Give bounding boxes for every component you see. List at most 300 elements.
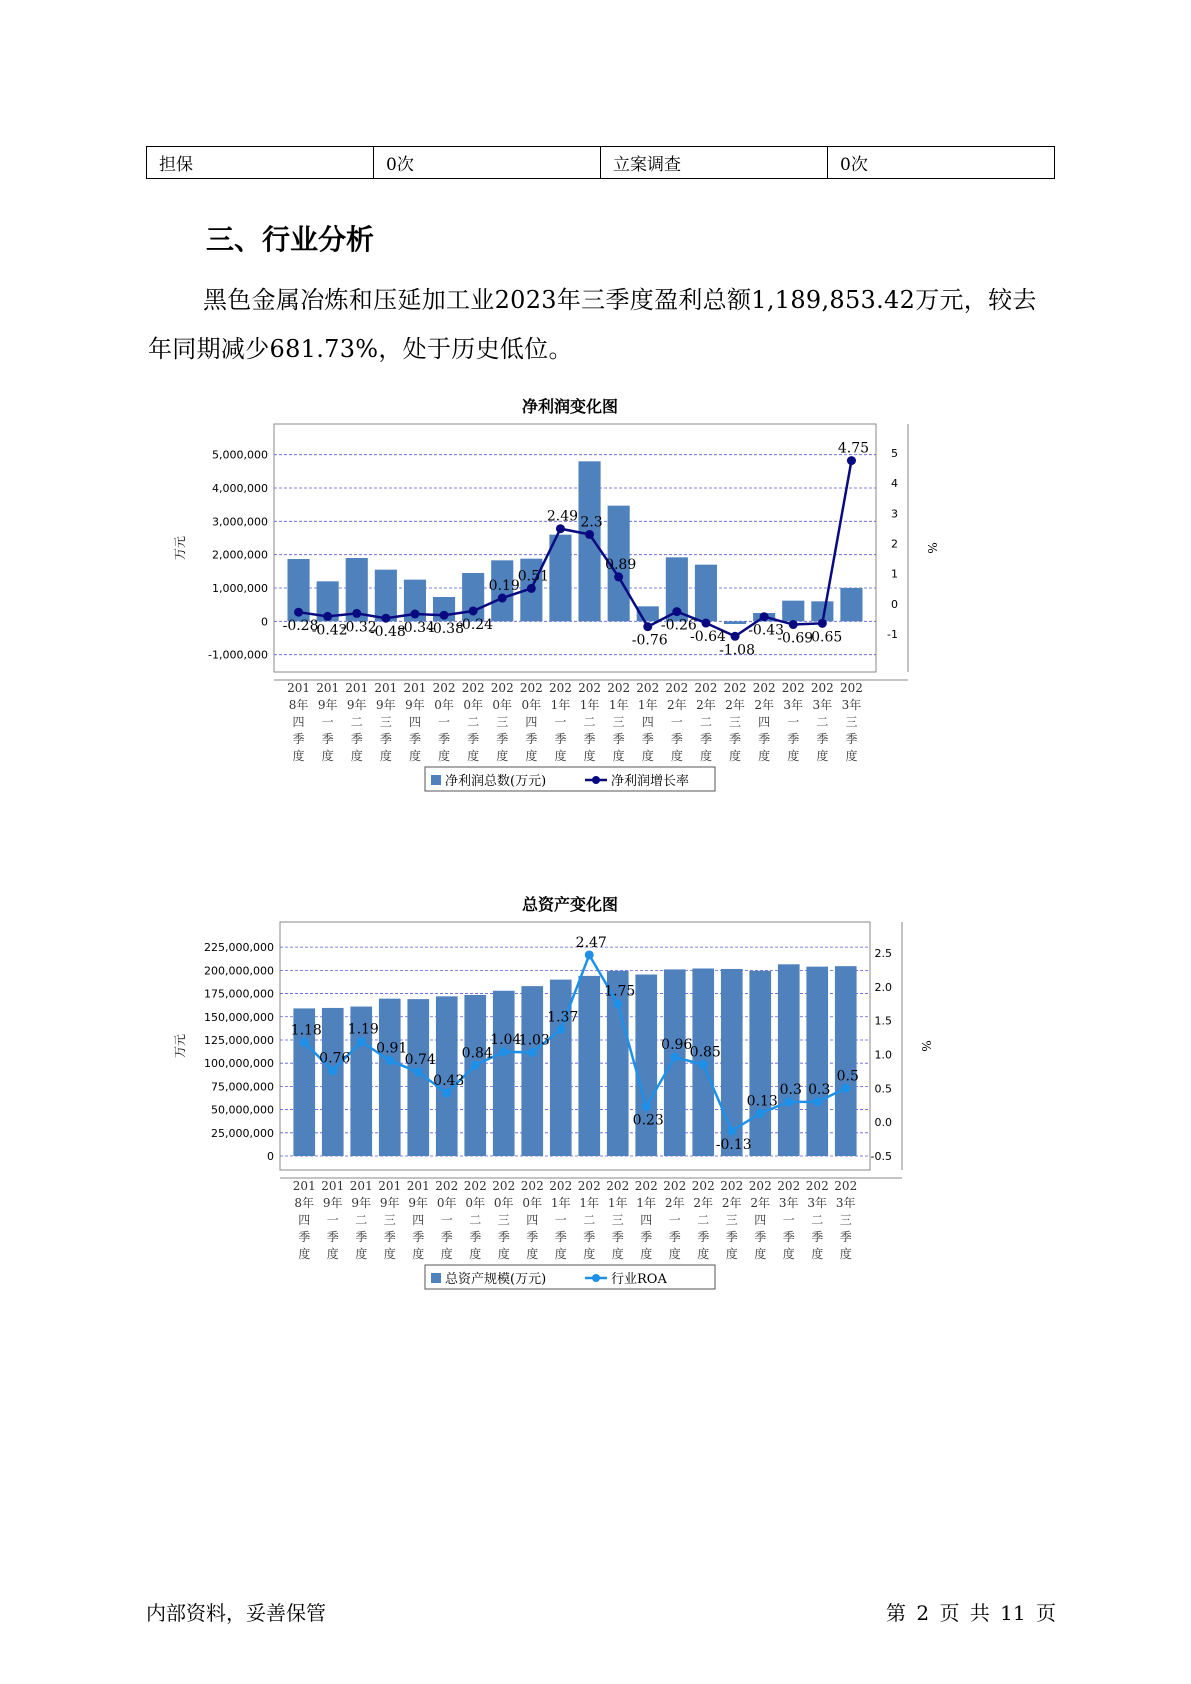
category-label-line: 度 [412, 1247, 425, 1261]
category-label-line: 度 [845, 749, 858, 763]
category-label-line: 度 [670, 749, 683, 763]
line-point [410, 610, 419, 619]
total-assets-chart-svg [170, 888, 970, 1348]
category-label-line: 201 [287, 681, 311, 695]
category-label-line: 度 [787, 749, 800, 763]
category-label-line: 3年 [812, 698, 833, 712]
category-label-line: 一 [554, 715, 567, 729]
right-axis-tick-label: 2.5 [874, 946, 892, 960]
category-label [549, 681, 572, 763]
bar [749, 971, 771, 1156]
category-label-line: 季 [641, 732, 654, 746]
category-label-line: 季 [526, 1230, 539, 1244]
right-axis-tick-label: 5 [891, 447, 898, 461]
category-label-line: 季 [412, 1230, 425, 1244]
line-point [328, 1066, 337, 1075]
category-label-line: 季 [298, 1230, 311, 1244]
category-label [724, 681, 747, 763]
category-label [374, 681, 397, 763]
category-label-line: 季 [816, 732, 829, 746]
category-label-line: 202 [519, 681, 543, 695]
line-point [642, 1102, 651, 1111]
category-label-line: 201 [378, 1179, 402, 1193]
data-label: 0.51 [517, 568, 549, 585]
data-label: -0.48 [369, 624, 406, 641]
category-label-line: 三 [379, 715, 392, 729]
category-label-line: 0年 [493, 1196, 514, 1210]
category-label-line: 度 [467, 749, 480, 763]
category-label-line: 1年 [579, 698, 600, 712]
line-point [818, 619, 827, 628]
line-point [469, 606, 478, 615]
category-label-line: 0年 [522, 1196, 543, 1210]
left-axis-tick-label: 3,000,000 [212, 515, 268, 529]
category-label [578, 1179, 601, 1261]
right-axis-tick-label: 2.0 [874, 980, 892, 994]
bar [379, 999, 401, 1156]
category-label-line: 季 [379, 732, 392, 746]
bar [578, 976, 600, 1156]
category-label [777, 1179, 800, 1261]
page-number: 第 2 页 共 11 页 [886, 1601, 1056, 1625]
category-label-line: 季 [440, 1230, 453, 1244]
category-label-line: 季 [811, 1230, 824, 1244]
category-label-line: 1年 [608, 698, 629, 712]
data-label: 1.37 [547, 1009, 579, 1026]
right-axis-title: % [925, 542, 939, 554]
category-label-line: 度 [496, 749, 509, 763]
category-label-line: 0年 [465, 1196, 486, 1210]
category-label-line: 度 [729, 749, 742, 763]
category-label [635, 1179, 658, 1261]
category-label-line: 季 [554, 732, 567, 746]
data-label: 0.19 [488, 578, 520, 595]
data-label: 0.3 [808, 1081, 831, 1098]
line-point [357, 1037, 366, 1046]
category-label-line: 二 [811, 1213, 824, 1227]
category-label-line: 三 [497, 1213, 510, 1227]
table-row [147, 147, 1055, 179]
category-label-line: 2年 [667, 698, 687, 712]
line-point [614, 572, 623, 581]
category-label [316, 681, 339, 763]
category-label-line: 0年 [521, 698, 542, 712]
category-label-line: 202 [663, 1179, 687, 1193]
category-label [492, 1179, 515, 1261]
section-title: 三、行业分析 [206, 223, 375, 256]
category-label-line: 201 [345, 681, 369, 695]
bar [840, 588, 862, 621]
bar [835, 966, 857, 1156]
footer-note: 内部资料，妥善保管 [146, 1601, 326, 1625]
category-label-line: 0年 [436, 1196, 457, 1210]
category-label-line: 0年 [463, 698, 483, 712]
category-label [694, 681, 717, 763]
right-axis-tick-label: 2 [891, 537, 898, 551]
category-label-line: 四 [408, 715, 421, 729]
left-axis-tick-label: -1,000,000 [208, 648, 268, 662]
category-label [549, 1179, 572, 1261]
category-label-line: 一 [438, 715, 451, 729]
line-point [527, 584, 536, 593]
category-label-line: 三 [725, 1213, 738, 1227]
line-point [528, 1048, 537, 1057]
category-label-line: 度 [326, 1247, 339, 1261]
category-label-line: 季 [612, 732, 625, 746]
category-label-line: 度 [811, 1247, 824, 1261]
category-label-line: 季 [583, 1230, 596, 1244]
category-label-line: 201 [316, 681, 340, 695]
line-point [643, 622, 652, 631]
category-label-line: 3年 [835, 1196, 856, 1210]
category-label-line: 0年 [492, 698, 513, 712]
line-point [727, 1126, 736, 1135]
category-label-line: 202 [634, 1179, 658, 1193]
legend-swatch-point [592, 1274, 600, 1282]
legend-swatch-point [592, 776, 600, 784]
data-label: 0.3 [779, 1081, 802, 1098]
category-label-line: 季 [729, 732, 742, 746]
category-label-line: 度 [554, 1247, 567, 1261]
category-label-line: 202 [777, 1179, 801, 1193]
category-label-line: 季 [355, 1230, 368, 1244]
category-label-line: 202 [834, 1179, 858, 1193]
category-label-line: 四 [412, 1213, 425, 1227]
category-label-line: 1年 [637, 698, 658, 712]
category-label-line: 202 [520, 1179, 544, 1193]
data-label: 1.19 [347, 1021, 379, 1038]
category-label-line: 202 [752, 681, 776, 695]
category-label [435, 1179, 458, 1261]
right-axis-title: % [919, 1040, 933, 1052]
category-label-line: 度 [611, 1247, 624, 1261]
line-point [731, 632, 740, 641]
line-point [440, 611, 449, 620]
left-axis-tick-label: 4,000,000 [212, 482, 268, 495]
category-label [407, 1179, 430, 1261]
category-label-line: 201 [292, 1179, 316, 1193]
data-label: 0.76 [319, 1050, 351, 1067]
category-label-line: 三 [729, 715, 742, 729]
line-point [585, 530, 594, 539]
left-axis-tick-label: 225,000,000 [204, 941, 274, 955]
category-label-line: 202 [748, 1179, 772, 1193]
category-label-line: 3年 [778, 1196, 799, 1210]
category-label-line: 202 [549, 1179, 573, 1193]
line-point [471, 1061, 480, 1070]
category-label-line: 季 [292, 732, 305, 746]
category-label-line: 202 [723, 681, 747, 695]
category-label [692, 1179, 715, 1261]
left-axis-tick-label: 25,000,000 [211, 1126, 274, 1140]
right-axis-tick-label: 1 [891, 567, 898, 581]
bar [521, 986, 543, 1156]
left-axis-tick-label: 125,000,000 [204, 1033, 274, 1047]
data-label: 0.89 [605, 556, 637, 573]
chart-title: 净利润变化图 [521, 397, 619, 416]
data-label: 1.03 [518, 1032, 550, 1049]
data-label: 0.74 [404, 1052, 436, 1069]
data-label: 0.43 [433, 1073, 465, 1090]
data-label: 2.49 [546, 508, 579, 525]
category-label-line: 3年 [807, 1196, 828, 1210]
bar [635, 975, 657, 1156]
category-label-line: 季 [467, 732, 480, 746]
legend-swatch-bar [431, 1273, 441, 1283]
left-axis-title: 万元 [173, 1033, 187, 1059]
data-label: -0.32 [340, 619, 377, 636]
category-label-line: 1年 [636, 1196, 657, 1210]
category-label-line: 一 [787, 715, 800, 729]
bar [550, 980, 572, 1156]
left-axis-tick-label: 2,000,000 [212, 548, 268, 562]
category-label-line: 度 [438, 749, 451, 763]
line-point [300, 1038, 309, 1047]
category-label-line: 202 [577, 1179, 601, 1193]
category-label-line: 三 [496, 715, 509, 729]
left-axis-tick-label: 5,000,000 [212, 448, 268, 462]
data-label: -0.26 [660, 617, 697, 634]
category-label [749, 1179, 772, 1261]
data-label: 0.84 [461, 1045, 493, 1062]
legend-label-bar: 净利润总数(万元) [445, 774, 547, 789]
line-point [841, 1084, 850, 1093]
left-axis-tick-label: 150,000,000 [204, 1010, 274, 1024]
category-label-line: 一 [668, 1213, 681, 1227]
category-label-line: 9年 [351, 1196, 372, 1210]
category-label-line: 3年 [841, 698, 862, 712]
category-label [806, 1179, 829, 1261]
info-table [146, 146, 1055, 179]
category-label [607, 681, 630, 763]
category-label-line: 季 [845, 732, 858, 746]
category-label-line: 四 [641, 715, 654, 729]
category-label-line: 2年 [664, 1196, 685, 1210]
category-label-line: 季 [525, 732, 538, 746]
category-label-line: 度 [583, 1247, 596, 1261]
table-cell-guarantee-label: 担保 [147, 147, 374, 179]
data-label: -0.64 [689, 629, 726, 646]
category-label-line: 季 [408, 732, 421, 746]
data-label: 0.23 [632, 1112, 664, 1129]
data-label: -0.42 [311, 622, 348, 639]
category-label-line: 1年 [550, 698, 571, 712]
line-point [701, 619, 710, 628]
category-label-line: 202 [839, 681, 863, 695]
category-label-line: 二 [469, 1213, 482, 1227]
category-label-line: 三 [383, 1213, 396, 1227]
category-label-line: 度 [355, 1247, 368, 1261]
category-label-line: 2年 [750, 1196, 771, 1210]
category-label-line: 季 [583, 732, 596, 746]
category-label-line: 季 [350, 732, 363, 746]
category-label-line: 202 [490, 681, 514, 695]
bar [493, 991, 515, 1156]
category-label-line: 季 [383, 1230, 396, 1244]
line-point [784, 1097, 793, 1106]
category-label-line: 9年 [408, 1196, 429, 1210]
category-label-line: 202 [691, 1179, 715, 1193]
legend-label-line: 行业ROA [611, 1272, 667, 1287]
category-label-line: 度 [583, 749, 596, 763]
line-point [442, 1089, 451, 1098]
category-label-line: 度 [526, 1247, 539, 1261]
category-label-line: 1年 [607, 1196, 628, 1210]
category-label [720, 1179, 743, 1261]
line-point [556, 524, 565, 533]
category-label-line: 202 [665, 681, 689, 695]
category-label-line: 202 [606, 1179, 630, 1193]
line-point [381, 614, 390, 623]
category-label-line: 201 [321, 1179, 345, 1193]
bar [782, 601, 804, 622]
category-label-line: 季 [554, 1230, 567, 1244]
legend-swatch-bar [431, 775, 441, 785]
category-label-line: 202 [435, 1179, 459, 1193]
category-label-line: 度 [839, 1247, 852, 1261]
category-label-line: 季 [699, 732, 712, 746]
table-cell-guarantee-value: 0次 [374, 147, 601, 179]
category-label-line: 202 [720, 1179, 744, 1193]
category-label-line: 一 [440, 1213, 453, 1227]
data-label: -0.65 [806, 629, 843, 646]
category-label [520, 681, 543, 763]
data-label: 1.18 [290, 1022, 322, 1039]
left-axis-tick-label: 75,000,000 [211, 1080, 274, 1094]
category-label-line: 季 [321, 732, 334, 746]
category-label [521, 1179, 544, 1261]
category-label-line: 9年 [379, 1196, 400, 1210]
category-label-line: 202 [781, 681, 805, 695]
net-profit-chart [170, 390, 970, 850]
data-label: 1.75 [604, 983, 636, 1000]
category-label-line: 202 [432, 681, 456, 695]
category-label-line: 季 [326, 1230, 339, 1244]
line-point [760, 612, 769, 621]
category-label-line: 季 [782, 1230, 795, 1244]
right-axis-tick-label: 0 [891, 597, 898, 611]
category-label-line: 季 [668, 1230, 681, 1244]
data-label: -0.28 [282, 618, 319, 635]
category-label-line: 二 [350, 715, 363, 729]
legend-label-line: 净利润增长率 [611, 774, 690, 789]
line-point [813, 1097, 822, 1106]
category-label-line: 9年 [376, 698, 396, 712]
line-point [789, 620, 798, 629]
category-label [663, 1179, 686, 1261]
category-label-line: 二 [583, 715, 596, 729]
category-label-line: 202 [461, 681, 485, 695]
category-label-line: 度 [379, 749, 392, 763]
category-label-line: 2年 [696, 698, 716, 712]
category-label-line: 202 [492, 1179, 516, 1193]
analysis-paragraph [148, 276, 1058, 374]
category-label-line: 3年 [783, 698, 804, 712]
category-label-line: 三 [611, 1213, 624, 1227]
left-axis-tick-label: 100,000,000 [204, 1057, 274, 1071]
category-label-line: 1年 [579, 1196, 600, 1210]
right-axis-tick-label: 0.0 [874, 1116, 892, 1130]
category-label-line: 8年 [288, 698, 309, 712]
category-label-line: 201 [349, 1179, 373, 1193]
category-label-line: 季 [611, 1230, 624, 1244]
data-label: -1.08 [719, 642, 756, 659]
category-label-line: 一 [670, 715, 683, 729]
legend [425, 767, 715, 791]
category-label-line: 二 [816, 715, 829, 729]
category-label [782, 681, 805, 763]
line-point [585, 950, 594, 959]
category-label-line: 二 [697, 1213, 710, 1227]
data-label: 2.3 [580, 514, 603, 531]
category-label-line: 一 [554, 1213, 567, 1227]
data-label: -0.24 [457, 616, 494, 633]
bar [806, 967, 831, 1156]
data-label: -0.43 [748, 622, 785, 639]
data-label: 0.85 [689, 1044, 721, 1061]
category-label-line: 202 [578, 681, 602, 695]
right-axis-tick-label: 0.5 [874, 1082, 892, 1096]
category-label-line: 一 [321, 715, 334, 729]
line-point [699, 1060, 708, 1069]
category-label-line: 度 [782, 1247, 795, 1261]
right-axis-tick-label: 1.5 [874, 1014, 892, 1028]
category-label [834, 1179, 857, 1261]
net-profit-chart-svg [170, 390, 970, 850]
category-label-line: 度 [697, 1247, 710, 1261]
category-label-line: 二 [467, 715, 480, 729]
category-label-line: 季 [497, 1230, 510, 1244]
category-label [433, 681, 456, 763]
category-label-line: 季 [754, 1230, 767, 1244]
category-label-line: 季 [438, 732, 451, 746]
line-point [672, 607, 681, 616]
category-label-line: 201 [403, 681, 427, 695]
category-label-line: 季 [496, 732, 509, 746]
category-label-line: 四 [640, 1213, 653, 1227]
data-label: -0.34 [398, 620, 435, 636]
category-label-line: 2年 [725, 698, 745, 712]
category-label-line: 四 [298, 1213, 311, 1227]
line-point [385, 1056, 394, 1065]
category-label-line: 度 [408, 749, 421, 763]
line-point [323, 612, 332, 621]
category-label-line: 度 [816, 749, 829, 763]
data-label: 0.5 [836, 1068, 859, 1085]
category-label-line: 度 [497, 1247, 510, 1261]
data-label: -0.38 [428, 621, 465, 638]
data-label: 4.75 [837, 440, 870, 457]
category-label-line: 季 [697, 1230, 710, 1244]
category-label-line: 201 [406, 1179, 430, 1193]
category-label-line: 201 [374, 681, 398, 695]
category-label-line: 三 [612, 715, 625, 729]
category-label-line: 度 [758, 749, 771, 763]
category-label-line: 9年 [346, 698, 367, 712]
category-label [345, 681, 368, 763]
category-label-line: 四 [526, 1213, 539, 1227]
data-label: 0.91 [376, 1040, 408, 1057]
category-label-line: 季 [640, 1230, 653, 1244]
legend-label-bar: 总资产规模(万元) [445, 1272, 547, 1287]
category-label-line: 二 [699, 715, 712, 729]
category-label-line: 度 [321, 749, 334, 763]
category-label-line: 度 [640, 1247, 653, 1261]
category-label-line: 202 [805, 1179, 829, 1193]
category-label-line: 度 [725, 1247, 738, 1261]
data-label: 0.13 [746, 1093, 778, 1110]
right-axis-tick-label: 3 [891, 507, 898, 521]
